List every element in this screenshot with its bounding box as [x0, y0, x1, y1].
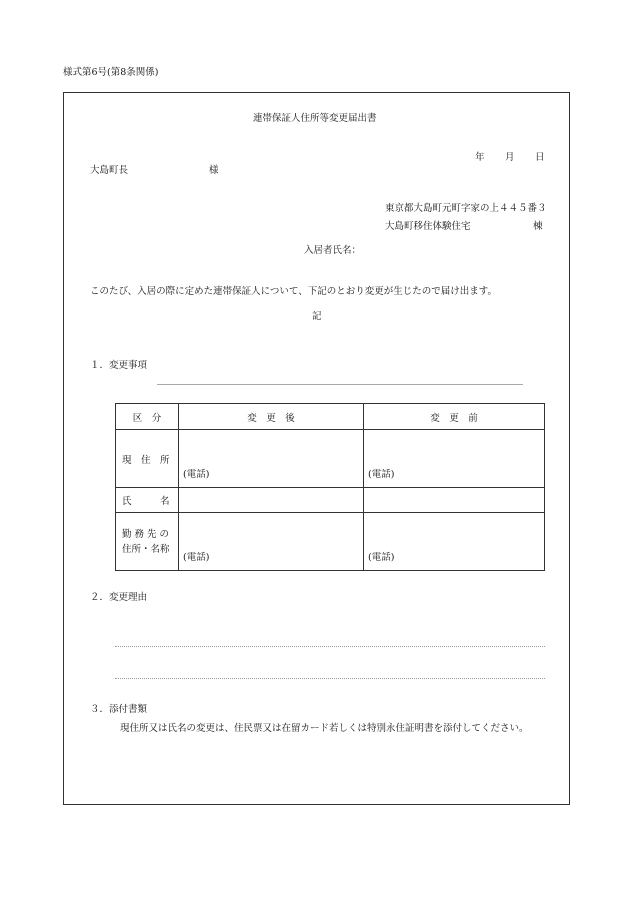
address-line1: 東京都大島町元町字家の上４４５番３ — [385, 203, 547, 214]
section1-heading: １．変更事項 — [90, 360, 148, 371]
before-name-cell — [364, 488, 545, 513]
ki-mark: 記 — [312, 311, 322, 322]
header-category: 区 分 — [116, 404, 179, 430]
addressee-honorific: 様 — [209, 165, 219, 176]
form-title: 連帯保証人住所等変更届出書 — [253, 113, 377, 124]
resident-name-label: 入居者氏名： — [304, 245, 362, 256]
header-before: 変 更 前 — [364, 404, 545, 430]
after-workplace-cell: (電話) — [179, 513, 364, 571]
table-row — [116, 488, 545, 513]
row-label-workplace — [116, 513, 179, 571]
row-label-address: 現 住 所 — [116, 430, 179, 488]
section1-underline — [157, 384, 523, 385]
address-line2: 大島町移住体験住宅 — [385, 221, 471, 232]
reason-line-1 — [115, 646, 545, 647]
before-workplace-cell: (電話) — [364, 513, 545, 571]
workplace-label-line1: 勤 務 先 の — [122, 528, 170, 540]
date-month: 月 — [505, 152, 515, 163]
table-row — [116, 430, 545, 488]
date-day: 日 — [535, 152, 545, 163]
header-after: 変 更 後 — [179, 404, 364, 430]
section2-heading: ２．変更理由 — [90, 592, 148, 603]
table-row — [116, 513, 545, 571]
change-table — [115, 403, 545, 571]
after-name-cell — [179, 488, 364, 513]
address-building: 棟 — [533, 221, 543, 232]
attachment-note: 現住所又は氏名の変更は、住民票又は在留カード若しくは特別永住証明書を添付してください。 — [120, 723, 529, 734]
date-year: 年 — [475, 152, 485, 163]
table-header-row — [116, 404, 545, 430]
before-address-cell: (電話) — [364, 430, 545, 488]
row-label-name: 氏 名 — [116, 488, 179, 513]
after-address-cell: (電話) — [179, 430, 364, 488]
statement: このたび、入居の際に定めた連帯保証人について、下記のとおり変更が生じたので届け出ます。 — [90, 286, 497, 297]
reason-line-2 — [115, 678, 545, 679]
addressee-name: 大島町長 — [90, 165, 129, 176]
section3-heading: ３．添付書類 — [90, 704, 148, 715]
form-number: 様式第6号(第8条関係) — [63, 67, 159, 78]
workplace-label-line2: 住所・名称 — [122, 543, 170, 555]
